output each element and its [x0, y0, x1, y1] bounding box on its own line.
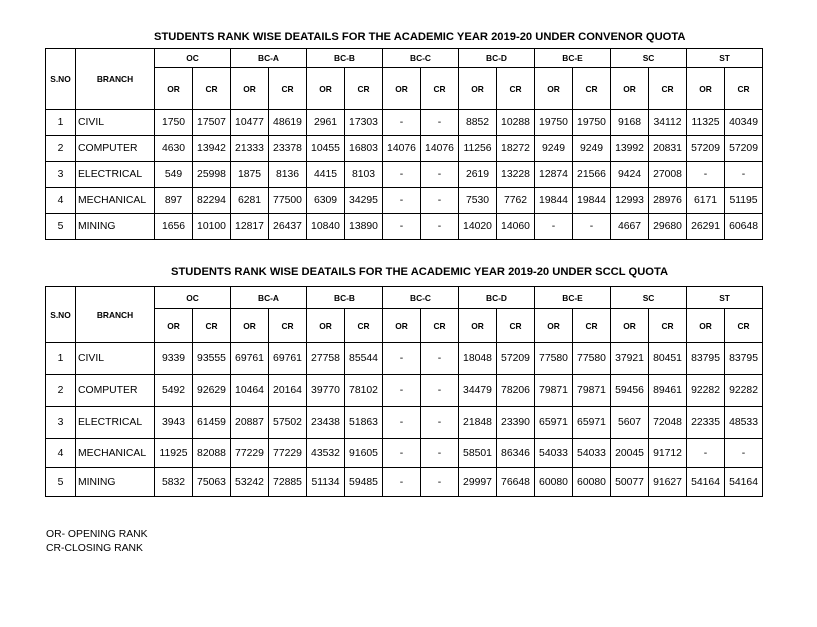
rank-cell: 19750	[573, 110, 611, 136]
rank-cell: 9249	[535, 136, 573, 162]
rank-cell: -	[687, 162, 725, 188]
opening-rank-header: OR	[231, 68, 269, 110]
rank-cell: -	[383, 214, 421, 240]
rank-cell: 10100	[193, 214, 231, 240]
rank-cell: 2619	[459, 162, 497, 188]
opening-rank-header: OR	[231, 309, 269, 343]
table-row	[46, 188, 763, 214]
rank-cell: 77580	[573, 343, 611, 375]
rank-cell: 83795	[725, 343, 763, 375]
category-header: ST	[687, 287, 763, 309]
rank-cell: 53242	[231, 468, 269, 497]
rank-cell: 14020	[459, 214, 497, 240]
rank-cell: 83795	[687, 343, 725, 375]
sno-cell: 3	[46, 162, 76, 188]
category-header: ST	[687, 49, 763, 68]
rank-cell: -	[687, 439, 725, 468]
rank-cell: 20045	[611, 439, 649, 468]
rank-cell: 12993	[611, 188, 649, 214]
rank-cell: 9424	[611, 162, 649, 188]
rank-cell: 5607	[611, 407, 649, 439]
opening-rank-header: OR	[459, 309, 497, 343]
rank-cell: 10455	[307, 136, 345, 162]
table-row	[46, 375, 763, 407]
rank-cell: 8852	[459, 110, 497, 136]
rank-cell: 6309	[307, 188, 345, 214]
rank-cell: -	[725, 162, 763, 188]
opening-rank-header: OR	[611, 68, 649, 110]
rank-cell: 7762	[497, 188, 535, 214]
rank-cell: 3943	[155, 407, 193, 439]
rank-cell: 92282	[725, 375, 763, 407]
category-header: BC-E	[535, 49, 611, 68]
category-header: BC-C	[383, 287, 459, 309]
rank-cell: 82088	[193, 439, 231, 468]
rank-cell: 23390	[497, 407, 535, 439]
rank-cell: 20164	[269, 375, 307, 407]
table-row	[46, 214, 763, 240]
closing-rank-header: CR	[497, 309, 535, 343]
rank-cell: 8136	[269, 162, 307, 188]
category-header: BC-B	[307, 287, 383, 309]
sno-cell: 5	[46, 468, 76, 497]
opening-rank-header: OR	[459, 68, 497, 110]
rank-cell: 14060	[497, 214, 535, 240]
rank-cell: 25998	[193, 162, 231, 188]
rank-cell: 13992	[611, 136, 649, 162]
opening-rank-header: OR	[155, 309, 193, 343]
rank-cell: 4667	[611, 214, 649, 240]
rank-cell: 10840	[307, 214, 345, 240]
rank-cell: 92282	[687, 375, 725, 407]
rank-cell: -	[535, 214, 573, 240]
rank-cell: 21566	[573, 162, 611, 188]
sno-cell: 1	[46, 110, 76, 136]
closing-rank-header: CR	[649, 68, 687, 110]
rank-cell: 60080	[573, 468, 611, 497]
opening-rank-header: OR	[383, 68, 421, 110]
branch-header: BRANCH	[76, 49, 155, 110]
closing-rank-header: CR	[269, 309, 307, 343]
rank-cell: -	[383, 468, 421, 497]
rank-cell: 1875	[231, 162, 269, 188]
rank-cell: 7530	[459, 188, 497, 214]
rank-cell: 82294	[193, 188, 231, 214]
category-header: BC-A	[231, 49, 307, 68]
rank-cell: 54033	[535, 439, 573, 468]
rank-cell: -	[421, 343, 459, 375]
rank-cell: 91712	[649, 439, 687, 468]
rank-cell: 39770	[307, 375, 345, 407]
rank-cell: 43532	[307, 439, 345, 468]
rank-cell: 23438	[307, 407, 345, 439]
rank-cell: 91605	[345, 439, 383, 468]
category-header: OC	[155, 287, 231, 309]
branch-cell: CIVIL	[76, 110, 155, 136]
rank-cell: 34295	[345, 188, 383, 214]
rank-cell: 2961	[307, 110, 345, 136]
rank-cell: 37921	[611, 343, 649, 375]
opening-rank-header: OR	[611, 309, 649, 343]
category-header: BC-D	[459, 287, 535, 309]
sno-cell: 2	[46, 375, 76, 407]
rank-cell: 22335	[687, 407, 725, 439]
closing-rank-header: CR	[193, 68, 231, 110]
rank-cell: 10288	[497, 110, 535, 136]
closing-rank-header: CR	[193, 309, 231, 343]
rank-cell: -	[421, 468, 459, 497]
rank-cell: 48533	[725, 407, 763, 439]
rank-cell: 19844	[535, 188, 573, 214]
closing-rank-header: CR	[345, 309, 383, 343]
branch-cell: CIVIL	[76, 343, 155, 375]
rank-cell: 5832	[155, 468, 193, 497]
rank-cell: -	[383, 407, 421, 439]
opening-rank-header: OR	[307, 68, 345, 110]
rank-cell: 6281	[231, 188, 269, 214]
rank-cell: 4630	[155, 136, 193, 162]
sno-cell: 3	[46, 407, 76, 439]
rank-cell: 26291	[687, 214, 725, 240]
category-header: BC-E	[535, 287, 611, 309]
rank-cell: 21333	[231, 136, 269, 162]
rank-cell: 76648	[497, 468, 535, 497]
category-header: BC-C	[383, 49, 459, 68]
rank-cell: 11325	[687, 110, 725, 136]
rank-cell: 18272	[497, 136, 535, 162]
closing-rank-header: CR	[421, 68, 459, 110]
rank-cell: 85544	[345, 343, 383, 375]
closing-rank-header: CR	[573, 309, 611, 343]
rank-cell: 20887	[231, 407, 269, 439]
rank-cell: -	[725, 439, 763, 468]
branch-header: BRANCH	[76, 287, 155, 343]
branch-cell: MINING	[76, 468, 155, 497]
rank-cell: 72048	[649, 407, 687, 439]
rank-cell: 13942	[193, 136, 231, 162]
rank-cell: 9249	[573, 136, 611, 162]
rank-cell: 48619	[269, 110, 307, 136]
rank-cell: 79871	[573, 375, 611, 407]
rank-cell: 72885	[269, 468, 307, 497]
rank-cell: 14076	[421, 136, 459, 162]
rank-cell: -	[421, 110, 459, 136]
category-header: BC-A	[231, 287, 307, 309]
rank-cell: 77229	[231, 439, 269, 468]
rank-cell: 60648	[725, 214, 763, 240]
rank-cell: 50077	[611, 468, 649, 497]
closing-rank-header: CR	[269, 68, 307, 110]
rank-cell: 54164	[687, 468, 725, 497]
rank-cell: 1656	[155, 214, 193, 240]
rank-cell: 78102	[345, 375, 383, 407]
table-2-title: STUDENTS RANK WISE DEATAILS FOR THE ACADEMIC YEAR 2019-20 UNDER SCCL QUOTA	[171, 266, 669, 278]
rank-cell: 11925	[155, 439, 193, 468]
rank-cell: 77580	[535, 343, 573, 375]
rank-cell: 77500	[269, 188, 307, 214]
rank-cell: 8103	[345, 162, 383, 188]
category-header: SC	[611, 49, 687, 68]
rank-cell: 58501	[459, 439, 497, 468]
rank-cell: 14076	[383, 136, 421, 162]
sno-cell: 1	[46, 343, 76, 375]
rank-cell: 11256	[459, 136, 497, 162]
sno-cell: 2	[46, 136, 76, 162]
rank-cell: -	[421, 162, 459, 188]
rank-cell: 9168	[611, 110, 649, 136]
branch-cell: MECHANICAL	[76, 439, 155, 468]
rank-cell: 54033	[573, 439, 611, 468]
sccl-quota-table	[45, 286, 763, 497]
rank-cell: 91627	[649, 468, 687, 497]
rank-cell: -	[383, 375, 421, 407]
table-row	[46, 439, 763, 468]
rank-cell: 9339	[155, 343, 193, 375]
rank-cell: 23378	[269, 136, 307, 162]
rank-cell: 26437	[269, 214, 307, 240]
rank-cell: 19844	[573, 188, 611, 214]
opening-rank-header: OR	[687, 68, 725, 110]
rank-cell: 54164	[725, 468, 763, 497]
rank-cell: 6171	[687, 188, 725, 214]
rank-cell: 13890	[345, 214, 383, 240]
rank-cell: 80451	[649, 343, 687, 375]
table-1-title: STUDENTS RANK WISE DEATAILS FOR THE ACADEMIC YEAR 2019-20 UNDER CONVENOR QUOTA	[154, 31, 686, 43]
table-row	[46, 468, 763, 497]
table-row	[46, 136, 763, 162]
rank-cell: 1750	[155, 110, 193, 136]
category-header: SC	[611, 287, 687, 309]
rank-cell: 4415	[307, 162, 345, 188]
category-header: OC	[155, 49, 231, 68]
closing-rank-header: CR	[725, 68, 763, 110]
rank-cell: 29997	[459, 468, 497, 497]
rank-cell: 65971	[535, 407, 573, 439]
branch-cell: ELECTRICAL	[76, 407, 155, 439]
rank-cell: 60080	[535, 468, 573, 497]
rank-cell: 75063	[193, 468, 231, 497]
rank-cell: 13228	[497, 162, 535, 188]
rank-cell: 61459	[193, 407, 231, 439]
rank-cell: -	[383, 110, 421, 136]
legend-opening-rank: OR- OPENING RANK	[46, 529, 148, 540]
table-row	[46, 343, 763, 375]
opening-rank-header: OR	[155, 68, 193, 110]
rank-cell: 65971	[573, 407, 611, 439]
closing-rank-header: CR	[725, 309, 763, 343]
rank-cell: 18048	[459, 343, 497, 375]
category-header: BC-D	[459, 49, 535, 68]
rank-cell: 89461	[649, 375, 687, 407]
rank-cell: 40349	[725, 110, 763, 136]
rank-cell: 79871	[535, 375, 573, 407]
rank-cell: 549	[155, 162, 193, 188]
rank-cell: 51863	[345, 407, 383, 439]
closing-rank-header: CR	[573, 68, 611, 110]
opening-rank-header: OR	[307, 309, 345, 343]
table-row	[46, 162, 763, 188]
rank-cell: 12874	[535, 162, 573, 188]
rank-cell: 34479	[459, 375, 497, 407]
rank-cell: 29680	[649, 214, 687, 240]
rank-cell: 69761	[269, 343, 307, 375]
rank-cell: -	[383, 343, 421, 375]
rank-cell: 57209	[725, 136, 763, 162]
convenor-quota-table	[45, 48, 763, 240]
legend-closing-rank: CR-CLOSING RANK	[46, 543, 143, 554]
branch-cell: COMPUTER	[76, 136, 155, 162]
sno-header: S.NO	[46, 287, 76, 343]
rank-cell: 17507	[193, 110, 231, 136]
closing-rank-header: CR	[497, 68, 535, 110]
rank-cell: 10464	[231, 375, 269, 407]
rank-cell: 10477	[231, 110, 269, 136]
rank-cell: -	[421, 188, 459, 214]
rank-cell: 27758	[307, 343, 345, 375]
branch-cell: ELECTRICAL	[76, 162, 155, 188]
rank-cell: -	[421, 214, 459, 240]
sno-header: S.NO	[46, 49, 76, 110]
rank-cell: 897	[155, 188, 193, 214]
rank-cell: 20831	[649, 136, 687, 162]
opening-rank-header: OR	[687, 309, 725, 343]
sno-cell: 4	[46, 188, 76, 214]
rank-cell: 51134	[307, 468, 345, 497]
rank-cell: 19750	[535, 110, 573, 136]
rank-cell: 92629	[193, 375, 231, 407]
rank-cell: -	[383, 188, 421, 214]
rank-cell: 51195	[725, 188, 763, 214]
rank-cell: 86346	[497, 439, 535, 468]
closing-rank-header: CR	[649, 309, 687, 343]
rank-cell: 69761	[231, 343, 269, 375]
rank-cell: 59485	[345, 468, 383, 497]
rank-cell: 57209	[497, 343, 535, 375]
opening-rank-header: OR	[535, 68, 573, 110]
rank-cell: 17303	[345, 110, 383, 136]
branch-cell: COMPUTER	[76, 375, 155, 407]
rank-cell: 16803	[345, 136, 383, 162]
closing-rank-header: CR	[345, 68, 383, 110]
rank-cell: 21848	[459, 407, 497, 439]
category-header: BC-B	[307, 49, 383, 68]
rank-cell: 78206	[497, 375, 535, 407]
rank-cell: 34112	[649, 110, 687, 136]
rank-cell: 27008	[649, 162, 687, 188]
rank-cell: -	[573, 214, 611, 240]
rank-cell: -	[421, 439, 459, 468]
rank-cell: 93555	[193, 343, 231, 375]
rank-cell: -	[421, 407, 459, 439]
sno-cell: 5	[46, 214, 76, 240]
rank-cell: -	[383, 439, 421, 468]
opening-rank-header: OR	[383, 309, 421, 343]
rank-cell: 12817	[231, 214, 269, 240]
opening-rank-header: OR	[535, 309, 573, 343]
sno-cell: 4	[46, 439, 76, 468]
branch-cell: MECHANICAL	[76, 188, 155, 214]
closing-rank-header: CR	[421, 309, 459, 343]
branch-cell: MINING	[76, 214, 155, 240]
rank-cell: -	[421, 375, 459, 407]
table-row	[46, 407, 763, 439]
rank-cell: -	[383, 162, 421, 188]
rank-cell: 59456	[611, 375, 649, 407]
rank-cell: 5492	[155, 375, 193, 407]
rank-cell: 57502	[269, 407, 307, 439]
rank-cell: 77229	[269, 439, 307, 468]
table-row	[46, 110, 763, 136]
rank-cell: 28976	[649, 188, 687, 214]
rank-cell: 57209	[687, 136, 725, 162]
